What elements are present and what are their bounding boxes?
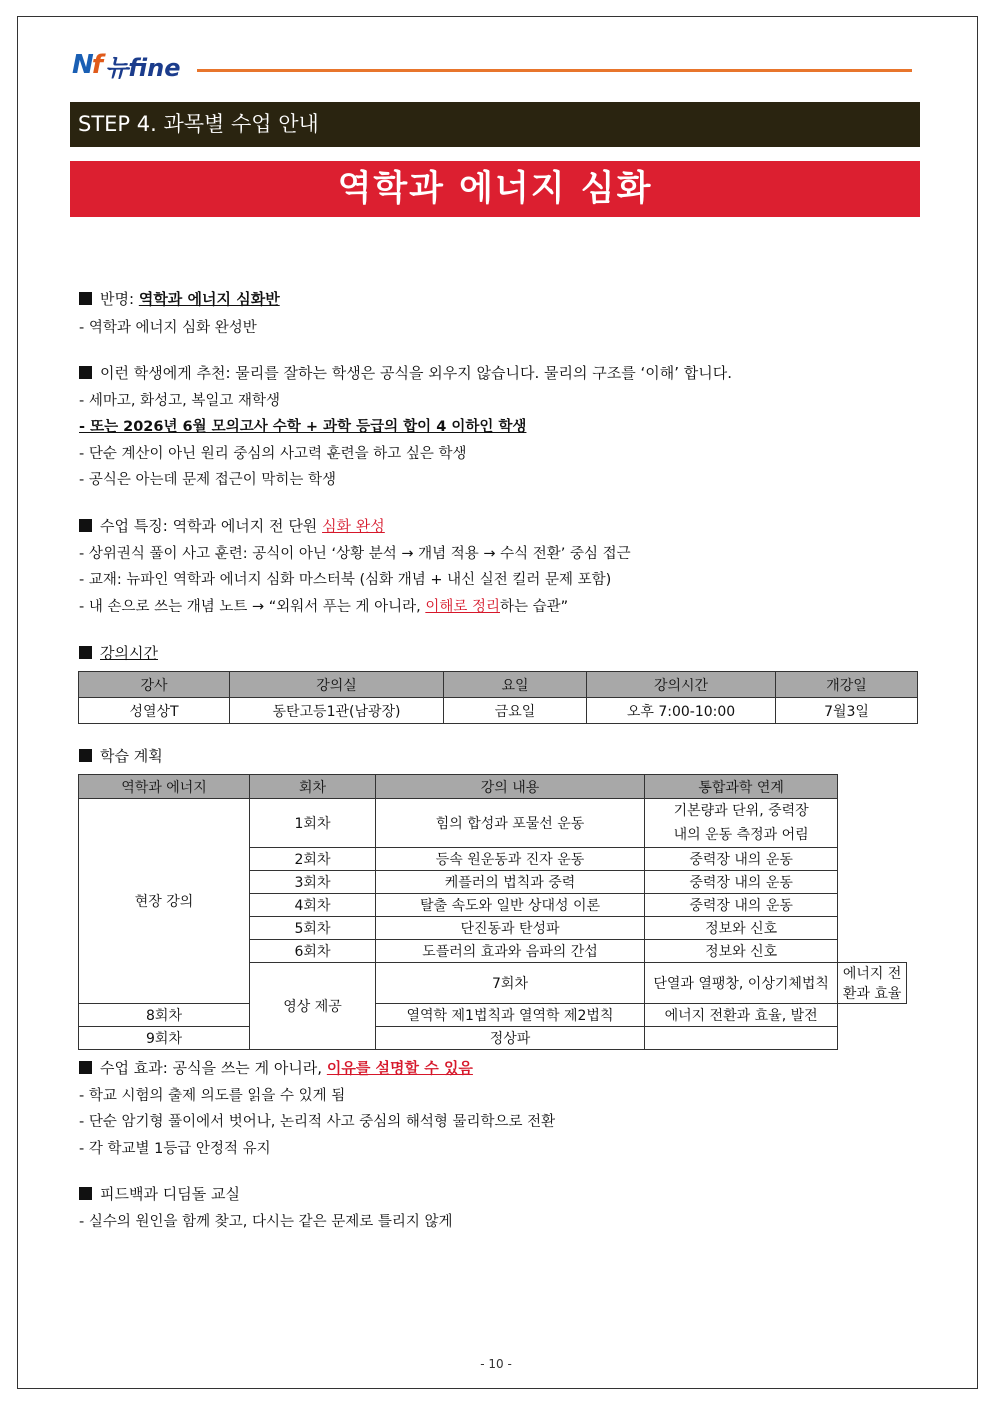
class-name-line: - 역학과 에너지 심화 완성반 <box>79 320 257 336</box>
table-cell: 금요일 <box>444 698 587 724</box>
table-row: 4회차 탈출 속도와 일반 상대성 이론 중력장 내의 운동 <box>79 894 907 917</box>
bullet-square-icon <box>79 366 92 379</box>
feedback-section: 피드백과 디딤돌 교실 <box>79 1183 240 1204</box>
features-note-highlight: 이해로 정리 <box>425 599 500 615</box>
table-cell: 성열상T <box>79 698 230 724</box>
schedule-table <box>78 671 918 724</box>
table-row: 6회차 도플러의 효과와 음파의 간섭 정보와 신호 <box>79 940 907 963</box>
features-item: - 교재: 뉴파인 역학과 에너지 심화 마스터북 (심화 개념 + 내신 실전 킬러 문제 포함) <box>79 572 612 588</box>
table-row: 9회차 정상파 <box>79 1027 907 1050</box>
effect-item: - 학교 시험의 출제 의도를 읽을 수 있게 됨 <box>79 1088 346 1104</box>
plan-table <box>78 774 907 1050</box>
table-header: 강의시간 <box>587 672 776 698</box>
table-header: 강사 <box>79 672 230 698</box>
table-header: 강의실 <box>230 672 444 698</box>
recommend-item: - 세마고, 화성고, 복일고 재학생 <box>79 393 280 409</box>
effect-item: - 각 학교별 1등급 안정적 유지 <box>79 1141 271 1157</box>
table-header-row <box>79 775 907 799</box>
table-header: 통합과학 연계 <box>645 775 838 799</box>
table-row: 3회차 케플러의 법칙과 중력 중력장 내의 운동 <box>79 871 907 894</box>
step-heading: STEP 4. 과목별 수업 안내 <box>70 102 920 147</box>
table-cell: 동탄고등1관(남광장) <box>230 698 444 724</box>
bullet-square-icon <box>79 1061 92 1074</box>
table-cell: 1회차 <box>250 799 376 848</box>
table-header: 역학과 에너지 <box>79 775 250 799</box>
page-number: - 10 - <box>480 1357 512 1371</box>
course-title: 역학과 에너지 심화 <box>70 161 920 217</box>
table-row <box>79 799 907 848</box>
recommend-section: 이런 학생에게 추천: 물리를 잘하는 학생은 공식을 외우지 않습니다. 물리의 구조를 ‘이해’ 합니다. <box>79 362 732 383</box>
table-header: 요일 <box>444 672 587 698</box>
table-cell: 오후 7:00-10:00 <box>587 698 776 724</box>
table-row: 5회차 단진동과 탄성파 정보와 신호 <box>79 917 907 940</box>
recommend-item: - 단순 계산이 아닌 원리 중심의 사고력 훈련을 하고 싶은 학생 <box>79 446 467 462</box>
table-header-row <box>79 672 918 698</box>
class-name-section: 반명: 역학과 에너지 심화반 <box>79 288 280 309</box>
class-name-value: 역학과 에너지 심화반 <box>138 290 280 308</box>
recommend-item: - 공식은 아는데 문제 접근이 막히는 학생 <box>79 472 336 488</box>
recommend-item: - 또는 2026년 6월 모의고사 수학 + 과학 등급의 합이 4 이하인 학생 <box>79 419 527 435</box>
table-cell: 7월3일 <box>776 698 918 724</box>
table-row: 영상 제공 7회차 단열과 열팽창, 이상기체법칙 에너지 전환과 효율 <box>79 963 907 1004</box>
table-header: 개강일 <box>776 672 918 698</box>
table-row: 2회차 등속 원운동과 진자 운동 중력장 내의 운동 <box>79 848 907 871</box>
brand-logo <box>72 48 181 82</box>
bullet-square-icon <box>79 519 92 532</box>
plan-section: 학습 계획 <box>79 745 163 766</box>
logo-mark: Nf <box>72 50 102 80</box>
features-highlight: 심화 완성 <box>322 517 385 535</box>
schedule-section: 강의시간 <box>79 642 158 663</box>
features-section: 수업 특징: 역학과 에너지 전 단원 심화 완성 <box>79 515 385 536</box>
table-row: 8회차 열역학 제1법칙과 열역학 제2법칙 에너지 전환과 효율, 발전 <box>79 1004 907 1027</box>
header-rule <box>197 69 912 72</box>
bullet-square-icon <box>79 292 92 305</box>
table-cell: 기본량과 단위, 중력장 내의 운동 측정과 어림 <box>645 799 838 848</box>
effect-section: 수업 효과: 공식을 쓰는 게 아니라, 이유를 설명할 수 있음 <box>79 1057 473 1078</box>
bullet-square-icon <box>79 646 92 659</box>
bullet-square-icon <box>79 749 92 762</box>
features-item: - 내 손으로 쓰는 개념 노트 → “외워서 푸는 게 아니라, 이해로 정리하는 습관” <box>79 599 569 615</box>
table-row <box>79 698 918 724</box>
features-item: - 상위권식 풀이 사고 훈련: 공식이 아닌 ‘상황 분석 → 개념 적용 → 수식 전환’ 중심 접근 <box>79 546 631 562</box>
effect-highlight: 이유를 설명할 수 있음 <box>326 1059 473 1077</box>
bullet-square-icon <box>79 1187 92 1200</box>
logo-text: 뉴fine <box>105 53 181 82</box>
table-header: 회차 <box>250 775 376 799</box>
group-cell: 현장 강의 <box>79 799 250 1004</box>
feedback-item: - 실수의 원인을 함께 찾고, 다시는 같은 문제로 틀리지 않게 <box>79 1214 453 1230</box>
table-header: 강의 내용 <box>376 775 645 799</box>
effect-item: - 단순 암기형 풀이에서 벗어나, 논리적 사고 중심의 해석형 물리학으로 전환 <box>79 1114 556 1130</box>
group-cell: 영상 제공 <box>250 963 376 1050</box>
table-cell: 힘의 합성과 포물선 운동 <box>376 799 645 848</box>
